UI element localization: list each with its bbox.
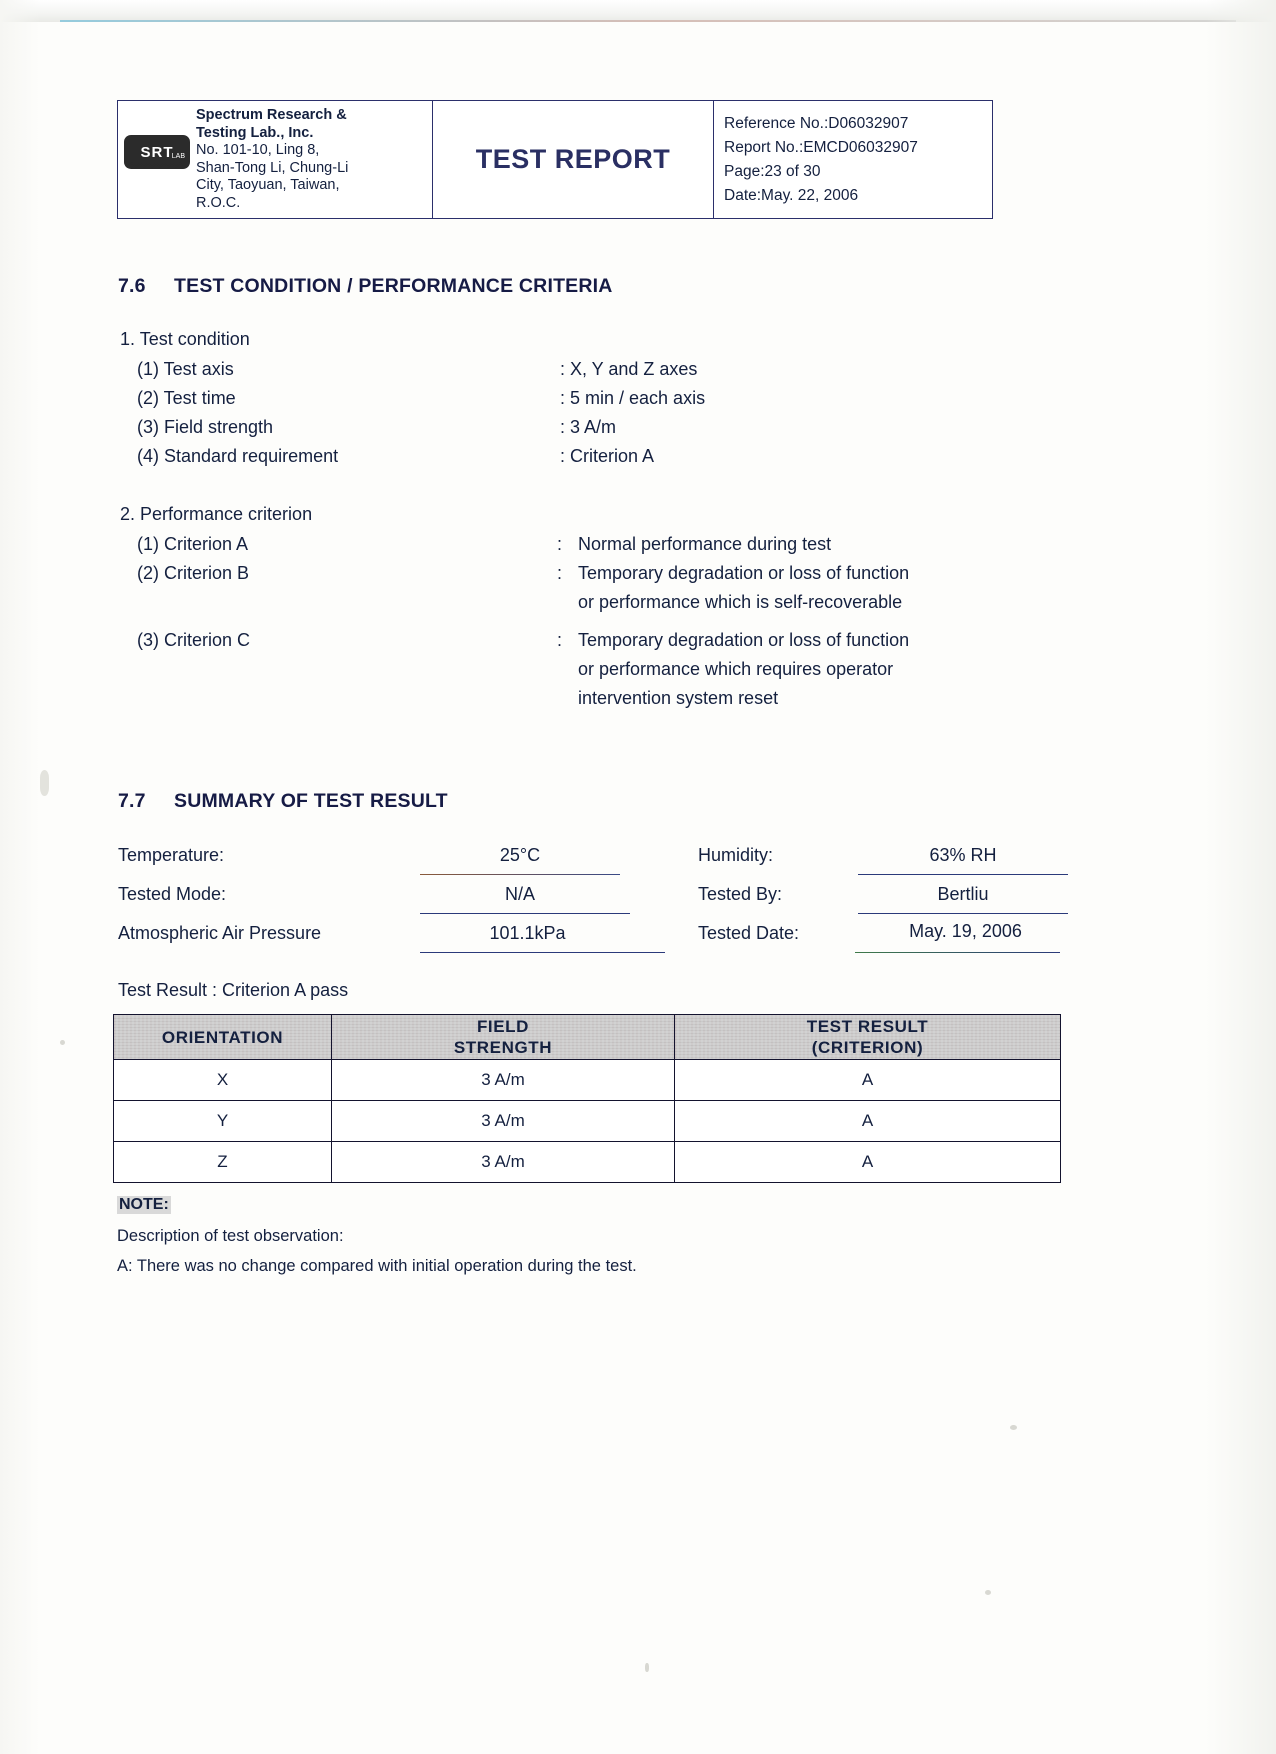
report-header — [117, 100, 993, 219]
temperature-underline — [420, 874, 620, 875]
criterion-b-label: (2) Criterion B — [137, 563, 250, 583]
performance-criterion-group-title: 2. Performance criterion — [120, 504, 313, 524]
logo-text: SRT — [140, 143, 174, 161]
test-condition-label-3: (3) Field strength — [137, 417, 274, 437]
section-7-7-number: 7.7 — [118, 790, 146, 812]
table-row — [114, 1060, 1061, 1101]
tested-mode-label: Tested Mode: — [118, 884, 227, 904]
criterion-b-text-line1: Temporary degradation or loss of function — [578, 563, 910, 583]
test-condition-label-1: (1) Test axis — [137, 359, 234, 379]
company-address — [196, 107, 348, 212]
address-line-4: R.O.C. — [196, 194, 241, 211]
test-condition-label-4: (4) Standard requirement — [137, 446, 339, 466]
tested-date-label: Tested Date: — [698, 923, 800, 943]
cell-test-result: A — [675, 1060, 1061, 1101]
tested-by-underline — [858, 913, 1068, 914]
section-7-6-number: 7.6 — [118, 275, 146, 297]
cell-test-result: A — [675, 1142, 1061, 1183]
note-tag: NOTE: — [119, 1196, 169, 1213]
note-observation-line: A: There was no change compared with initial operation during the test. — [117, 1257, 637, 1275]
cell-field-strength: 3 A/m — [332, 1142, 675, 1183]
address-line-2: Shan-Tong Li, Chung-Li — [196, 159, 349, 176]
header-test-result: TEST RESULT (CRITERION) — [675, 1015, 1061, 1060]
criterion-a-label: (1) Criterion A — [137, 534, 249, 554]
report-title: TEST REPORT — [475, 144, 671, 174]
test-condition-value-4: : Criterion A — [560, 446, 655, 466]
criterion-c-label: (3) Criterion C — [137, 630, 251, 650]
tested-mode-underline — [420, 913, 630, 914]
company-name-line2: Testing Lab., Inc. — [196, 124, 314, 141]
atmospheric-pressure-underline — [420, 952, 665, 953]
tested-by-label: Tested By: — [698, 884, 783, 904]
humidity-underline — [858, 874, 1068, 875]
header-orientation: ORIENTATION — [114, 1015, 332, 1060]
report-number: Report No.:EMCD06032907 — [724, 138, 918, 156]
table-row — [114, 1101, 1061, 1142]
temperature-label: Temperature: — [118, 845, 225, 865]
criterion-a-colon: : — [557, 534, 563, 554]
cell-test-result: A — [675, 1101, 1061, 1142]
atmospheric-pressure-value: 101.1kPa — [489, 923, 566, 943]
humidity-value: 63% RH — [929, 845, 997, 865]
criterion-c-text-line3: intervention system reset — [578, 688, 779, 708]
cell-field-strength: 3 A/m — [332, 1060, 675, 1101]
tested-by-value: Bertliu — [937, 884, 989, 904]
criterion-b-colon: : — [557, 563, 563, 583]
tested-date-underline — [855, 952, 1060, 953]
cell-orientation: X — [114, 1060, 332, 1101]
company-name-line1: Spectrum Research & — [196, 107, 347, 123]
criterion-c-text-line2: or performance which requires operator — [578, 659, 894, 679]
humidity-label: Humidity: — [698, 845, 774, 865]
table-header-row — [114, 1015, 1061, 1060]
test-condition-value-2: : 5 min / each axis — [560, 388, 706, 408]
tested-mode-value: N/A — [504, 884, 535, 904]
section-7-6-heading — [118, 275, 613, 298]
section-7-7-heading — [118, 790, 448, 813]
criterion-c-text-line1: Temporary degradation or loss of function — [578, 630, 910, 650]
cell-orientation: Y — [114, 1101, 332, 1142]
header-reference-cell — [714, 101, 993, 219]
atmospheric-pressure-label: Atmospheric Air Pressure — [118, 923, 322, 943]
header-company-cell — [118, 101, 433, 219]
address-line-3: City, Taoyuan, Taiwan, — [196, 177, 340, 193]
srt-lab-logo-icon — [124, 135, 190, 169]
temperature-value: 25°C — [499, 845, 541, 865]
test-condition-value-1: : X, Y and Z axes — [560, 359, 698, 379]
logo-sub-text: LAB — [171, 153, 185, 160]
header-title-cell — [433, 101, 714, 219]
reference-number: Reference No.:D06032907 — [724, 114, 909, 132]
logo-squiggle-icon — [128, 161, 184, 168]
test-condition-label-2: (2) Test time — [137, 388, 236, 408]
table-row — [114, 1142, 1061, 1183]
criterion-b-text-line2: or performance which is self-recoverable — [578, 592, 903, 612]
section-7-6-title: TEST CONDITION / PERFORMANCE CRITERIA — [174, 275, 613, 297]
criterion-a-text-line1: Normal performance during test — [578, 534, 832, 554]
address-line-1: No. 101-10, Ling 8, — [196, 142, 320, 158]
report-date: Date:May. 22, 2006 — [724, 186, 859, 204]
test-result-summary-line: Test Result : Criterion A pass — [118, 980, 349, 1000]
test-condition-value-3: : 3 A/m — [560, 417, 617, 437]
note-description-line: Description of test observation: — [117, 1227, 344, 1245]
cell-field-strength: 3 A/m — [332, 1101, 675, 1142]
tested-date-value: May. 19, 2006 — [909, 921, 1022, 941]
criterion-c-colon: : — [557, 630, 563, 650]
test-condition-group-title: 1. Test condition — [120, 329, 250, 349]
page-number: Page:23 of 30 — [724, 162, 821, 180]
header-field-strength: FIELD STRENGTH — [332, 1015, 675, 1060]
section-7-7-title: SUMMARY OF TEST RESULT — [174, 790, 448, 812]
cell-orientation: Z — [114, 1142, 332, 1183]
test-result-table — [113, 1014, 1061, 1183]
